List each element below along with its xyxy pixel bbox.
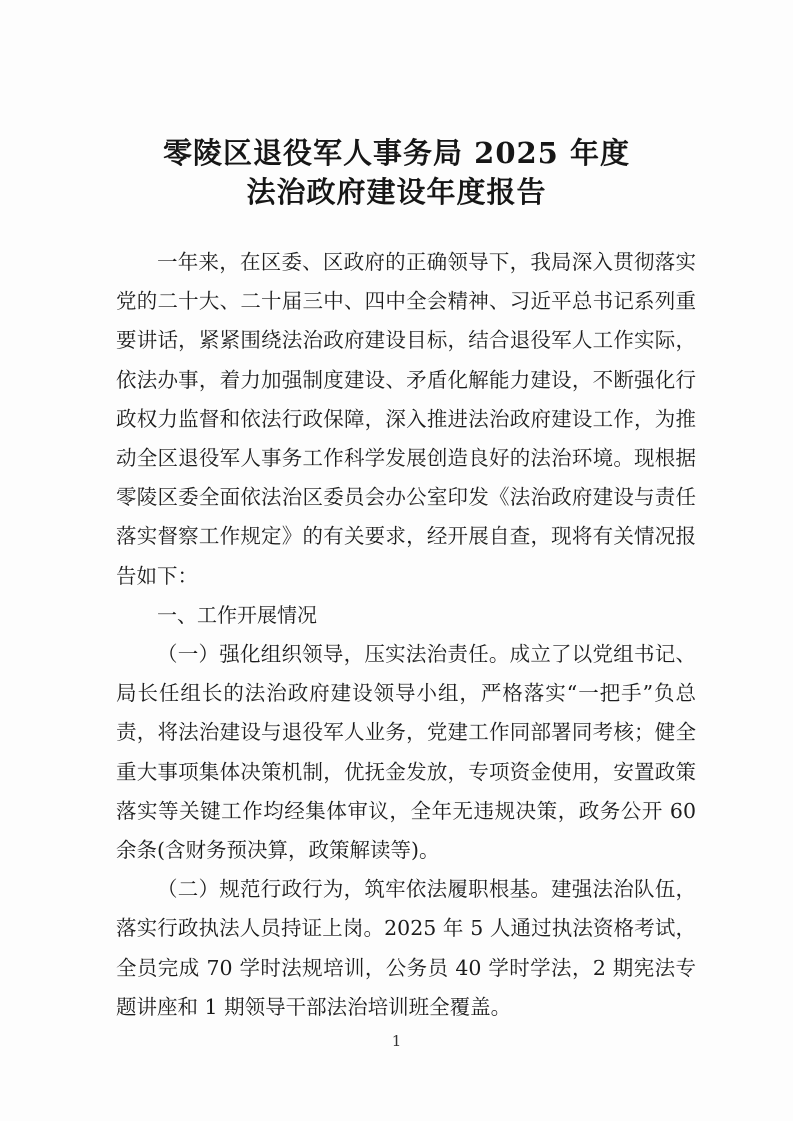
section-heading-1: 一、工作开展情况 bbox=[157, 602, 317, 627]
document-body bbox=[116, 243, 696, 1027]
paragraph-item-2: （二）规范行政行为，筑牢依法履职根基。建强法治队伍，落实行政执法人员持证上岗。2025 年 5 人通过执法资格考试，全员完成 70 学时法规培训，公务员 40 学时学法，2 期宪法专题讲座和 1 期领导干部法治培训班全覆盖。 bbox=[116, 877, 696, 1019]
paragraph-item-1: （一）强化组织领导，压实法治责任。成立了以党组书记、局长任组长的法治政府建设领导小组，严格落实“一把手”负总责，将法治建设与退役军人业务，党建工作同部署同考核；健全重大事项集体决策机制，优抚金发放，专项资金使用，安置政策落实等关键工作均经集体审议，全年无违规决策，政务公开 60 余条(含财务预决算，政策解读等)。 bbox=[116, 642, 696, 863]
intro-paragraph: 一年来，在区委、区政府的正确领导下，我局深入贯彻落实党的二十大、二十届三中、四中全会精神、习近平总书记系列重要讲话，紧紧围绕法治政府建设目标，结合退役军人工作实际，依法办事，着力加强制度建设、矛盾化解能力建设，不断强化行政权力监督和依法行政保障，深入推进法治政府建设工作，为推动全区退役军人事务工作科学发展创造良好的法治环境。现根据零陵区委全面依法治区委员会办公室印发《法治政府建设与责任落实督察工作规定》的有关要求，经开展自查，现将有关情况报告如下： bbox=[116, 250, 696, 588]
document-title-line-2: 法治政府建设年度报告 bbox=[246, 175, 547, 209]
document-title-line-1: 零陵区退役军人事务局 2025 年度 bbox=[163, 136, 630, 170]
page-number: 1 bbox=[391, 1032, 402, 1050]
